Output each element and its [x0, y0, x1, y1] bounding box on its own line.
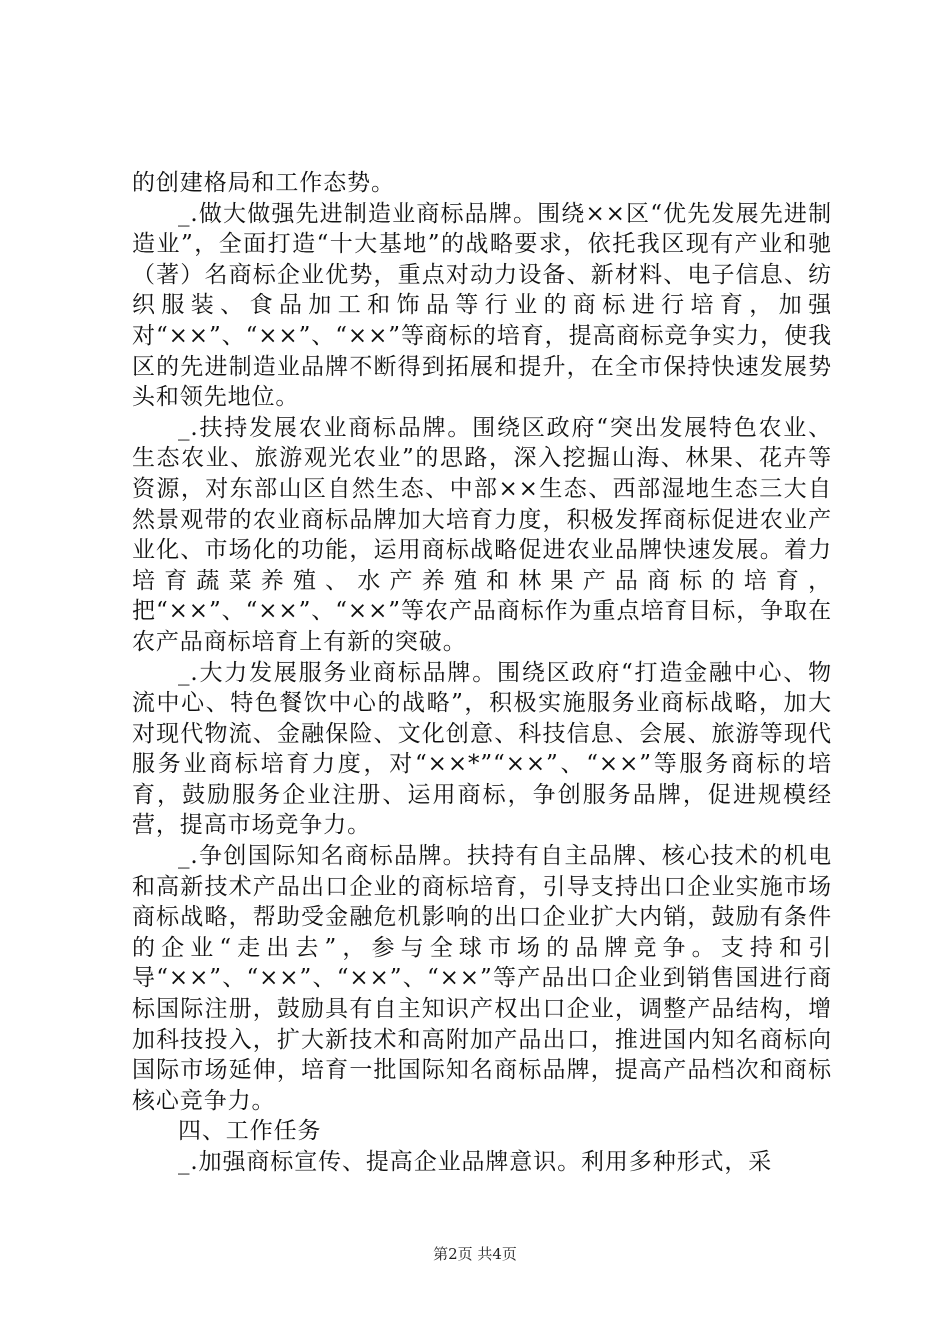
- paragraph-international-brands: _.争创国际知名商标品牌。扶持有自主品牌、核心技术的机电和高新技术产品出口企业的商标培育，引导支持出口企业实施市场商标战略，帮助受金融危机影响的出口企业扩大内销，鼓励有条件的企业“走出去”，参与全球市场的品牌竞争。支持和引导“××”、“××”、“××”、“××”等产品出口企业到销售国进行商标国际注册，鼓励具有自主知识产权出口企业，调整产品结构，增加科技投入，扩大新技术和高附加产品出口，推进国内知名商标向国际市场延伸，培育一批国际知名商标品牌，提高产品档次和商标核心竞争力。: [132, 843, 832, 1114]
- page-number-footer: 第2页 共4页: [433, 1245, 517, 1263]
- paragraph-agriculture-brands: _.扶持发展农业商标品牌。围绕区政府“突出发展特色农业、生态农业、旅游观光农业”的思路，深入挖掘山海、林果、花卉等资源，对东部山区自然生态、中部××生态、西部湿地生态三大自然景观带的农业商标品牌加大培育力度，积极发挥商标促进农业产业化、市场化的功能，运用商标战略促进农业品牌快速发展。着力培育蔬菜养殖、水产养殖和林果产品商标的培育，把“××”、“××”、“××”等农产品商标作为重点培育目标，争取在农产品商标培育上有新的突破。: [132, 414, 832, 655]
- paragraph-continuation: 的创建格局和工作态势。: [132, 170, 395, 196]
- section-heading-work-tasks: 四、工作任务: [178, 1118, 322, 1145]
- paragraph-service-brands: _.大力发展服务业商标品牌。围绕区政府“打造金融中心、物流中心、特色餐饮中心的战略”，积极实施服务业商标战略，加大对现代物流、金融保险、文化创意、科技信息、会展、旅游等现代服务业商标培育力度，对“××*”“××”、“××”等服务商标的培育，鼓励服务企业注册、运用商标，争创服务品牌，促进规模经营，提高市场竞争力。: [132, 659, 832, 839]
- paragraph-manufacturing-brands: _.做大做强先进制造业商标品牌。围绕××区“优先发展先进制造业”，全面打造“十大基地”的战略要求，依托我区现有产业和驰（著）名商标企业优势，重点对动力设备、新材料、电子信息、纺织服装、食品加工和饰品等行业的商标进行培育，加强对“××”、“××”、“××”等商标的培育，提高商标竞争实力，使我区的先进制造业品牌不断得到拓展和提升，在全市保持快速发展势头和领先地位。: [132, 200, 832, 411]
- paragraph-trademark-promotion: _.加强商标宣传、提高企业品牌意识。利用多种形式，采: [178, 1149, 773, 1175]
- document-body: [132, 168, 832, 1178]
